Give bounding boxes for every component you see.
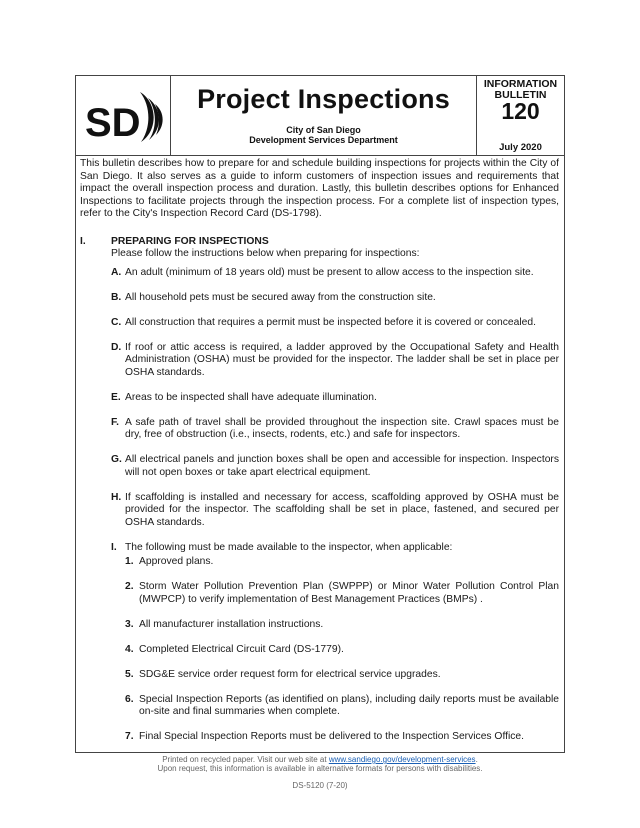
item-text: Areas to be inspected shall have adequate illumination. xyxy=(125,391,377,403)
intro-paragraph: This bulletin describes how to prepare for and schedule building inspections for projects within the City of San Diego. It also serves as a guide to inform customers of inspection issues and requirements that impact the overall inspection process and duration. Lastly, this bulletin describes options for Enhanced Inspections to facilitate projects through the inspection process. For a complete list of inspection types, refer to the City's Inspection Record Card (DS-1798). xyxy=(80,158,559,219)
sub-list-item xyxy=(125,694,559,719)
sub-item-text: All manufacturer installation instructions. xyxy=(139,618,324,630)
sub-item-text: SDG&E service order request form for electrical service upgrades. xyxy=(139,668,441,680)
item-letter: G. xyxy=(111,454,122,465)
item-text: If roof or attic access is required, a ladder approved by the Occupational Safety and Health Administration (OSHA) must be provided for the inspector. The ladder shall be set in place per OSHA standards. xyxy=(125,341,559,378)
list-item xyxy=(111,392,559,405)
page-footer xyxy=(0,755,640,773)
list-item xyxy=(111,454,559,479)
section-intro: Please follow the instructions below when preparing for inspections: xyxy=(111,248,420,259)
item-letter: D. xyxy=(111,341,122,353)
item-text: All electrical panels and junction boxes shall be open and accessible for inspection. Inspectors will not open boxes or take apart electrical equipment. xyxy=(125,454,559,478)
sub-list xyxy=(125,556,559,744)
sub-item-text: Completed Electrical Circuit Card (DS-1779). xyxy=(139,643,344,655)
item-letter: E. xyxy=(111,391,121,403)
sub-item-text: Final Special Inspection Reports must be delivered to the Inspection Services Office. xyxy=(139,731,524,742)
item-letter: C. xyxy=(111,316,122,328)
sub-item-text: Special Inspection Reports (as identified on plans), including daily reports must be available on-site and final summaries when complete. xyxy=(139,693,559,717)
item-letter: B. xyxy=(111,291,122,303)
logo-text: SD xyxy=(85,101,141,144)
sub-list-item xyxy=(125,581,559,606)
city-name: City of San Diego xyxy=(286,125,361,135)
sub-item-number: 5. xyxy=(125,668,134,680)
form-number: DS-5120 (7-20) xyxy=(292,781,348,790)
bulletin-number: 120 xyxy=(501,98,540,124)
sub-item-number: 7. xyxy=(125,731,134,742)
item-letter: H. xyxy=(111,491,122,503)
section-numeral: I. xyxy=(80,235,86,247)
sub-list-item xyxy=(125,669,559,682)
list-item xyxy=(111,292,559,305)
bulletin-cell xyxy=(476,76,564,156)
sub-list-item xyxy=(125,619,559,632)
footer-line-2: Upon request, this information is available in alternative formats for persons with disabilities. xyxy=(157,764,483,773)
footer-line-1 xyxy=(0,755,640,764)
list-item xyxy=(111,542,559,744)
bulletin-content xyxy=(76,156,564,756)
item-letter: F. xyxy=(111,416,120,428)
item-text: A safe path of travel shall be provided throughout the inspection site. Crawl spaces must be dry, free of obstruction (i.e., insects, rodents, etc.) and safe for inspectors. xyxy=(125,416,559,440)
section-title: PREPARING FOR INSPECTIONS xyxy=(111,235,269,247)
item-text: An adult (minimum of 18 years old) must be present to allow access to the inspection site. xyxy=(125,266,534,278)
sub-item-text: Storm Water Pollution Prevention Plan (SWPPP) or Minor Water Pollution Control Plan (MWPCP) to verify implementation of Best Management Practices (BMPs) . xyxy=(139,581,559,605)
sub-item-text: Approved plans. xyxy=(139,556,214,567)
sub-item-number: 6. xyxy=(125,693,134,705)
item-letter: I. xyxy=(111,541,117,553)
sub-item-number: 3. xyxy=(125,618,134,630)
sub-item-number: 2. xyxy=(125,581,134,592)
website-link[interactable]: www.sandiego.gov/development-services xyxy=(328,755,476,764)
city-logo-icon xyxy=(85,90,163,144)
sub-list-item xyxy=(125,644,559,657)
sub-list-item xyxy=(125,556,559,569)
bulletin-header xyxy=(76,76,564,156)
footer-text: Printed on recycled paper. Visit our web site at xyxy=(162,755,329,764)
bulletin-frame xyxy=(75,75,565,753)
requirement-list xyxy=(111,267,559,744)
item-text: The following must be made available to the inspector, when applicable: xyxy=(125,541,453,553)
bulletin-label-line-1: INFORMATION xyxy=(483,78,558,90)
department-block xyxy=(171,125,476,145)
page-title: Project Inspections xyxy=(197,84,450,114)
list-item xyxy=(111,342,559,380)
item-text: If scaffolding is installed and necessary for access, scaffolding approved by OSHA must be provided for the inspector. The scaffolding shall be set in place, fastened, and secured per OSHA standards. xyxy=(125,491,559,528)
department-name: Development Services Department xyxy=(249,135,398,145)
sub-list-item xyxy=(125,731,559,744)
list-item xyxy=(111,417,559,442)
sub-item-number: 4. xyxy=(125,643,134,655)
list-item xyxy=(111,492,559,530)
title-cell xyxy=(171,76,476,156)
bulletin-label-line-2: BULLETIN xyxy=(494,89,547,101)
list-item xyxy=(111,267,559,280)
sub-item-number: 1. xyxy=(125,556,134,567)
list-item xyxy=(111,317,559,330)
footer-period: . xyxy=(475,755,478,764)
section-heading xyxy=(80,236,559,249)
bulletin-date: July 2020 xyxy=(499,142,542,153)
item-text: All household pets must be secured away from the construction site. xyxy=(125,291,436,303)
item-letter: A. xyxy=(111,266,122,278)
logo-cell xyxy=(76,76,171,156)
item-text: All construction that requires a permit must be inspected before it is covered or concealed. xyxy=(125,316,536,328)
